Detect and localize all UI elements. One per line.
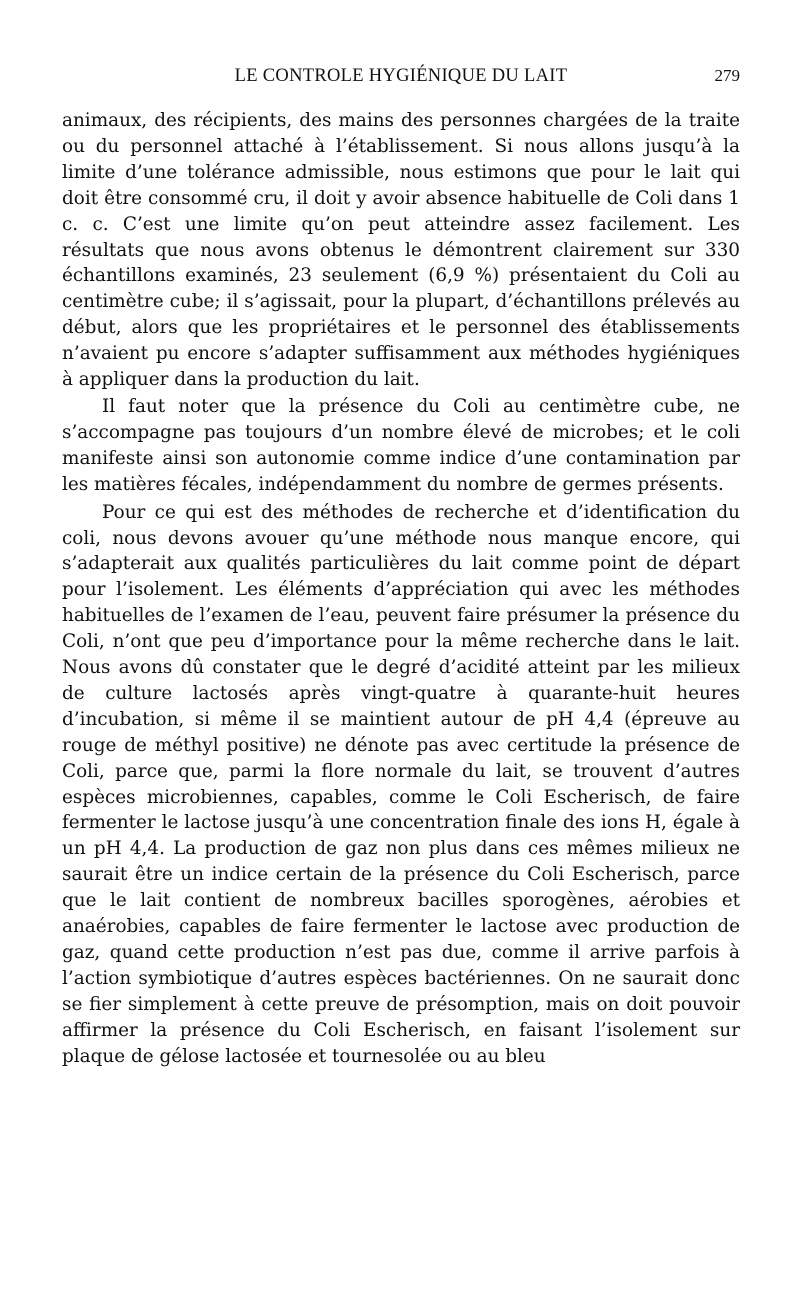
body-text: [62, 108, 740, 1070]
page-number: 279: [714, 66, 740, 85]
running-title: LE CONTROLE HYGIÉNIQUE DU LAIT: [234, 66, 568, 86]
paragraph-research-methods: Pour ce qui est des méthodes de recherche et d’identification du coli, nous devons avouer qu’une méthode nous manque encore, qui s’adapterait aux qualités particulières du lait comme point de départ pour l’isolement. Les éléments d’appréciation qui avec les méthodes habituelles de l’examen de l’eau, peuvent faire présumer la présence du Coli, n’ont que peu d’importance pour la même recherche dans le lait. Nous avons dû constater que le degré d’acidité atteint par les milieux de culture lactosés après vingt-quatre à quarante-huit heures d’incubation, si même il se maintient autour de pH 4,4 (épreuve au rouge de méthyl positive) ne dénote pas avec certitude la présence de Coli, parce que, parmi la flore normale du lait, se trouvent d’autres espèces microbiennes, capables, comme le Coli Escherisch, de faire fermenter le lactose jusqu’à une concentration finale des ions H, égale à un pH 4,4. La production de gaz non plus dans ces mêmes milieux ne saurait être un indice certain de la présence du Coli Escherisch, parce que le lait contient de nombreux bacilles sporogènes, aérobies et anaérobies, capables de faire fermenter le lactose avec production de gaz, quand cette production n’est pas due, comme il arrive parfois à l’action symbiotique d’autres espèces bactériennes. On ne saurait donc se fier simplement à cette preuve de présomption, mais on doit pouvoir affirmer la présence du Coli Escherisch, en faisant l’isolement sur plaque de gélose lactosée et tournesolée ou au bleu: [62, 501, 740, 1067]
paragraph-coli-autonomy: Il faut noter que la présence du Coli au centimètre cube, ne s’accompagne pas toujours d’un nombre élevé de microbes; et le coli manifeste ainsi son autonomie comme indice d’une contamination par les matières fécales, indépendamment du nombre de germes présents.: [62, 396, 740, 496]
paragraph-continued: animaux, des récipients, des mains des personnes chargées de la traite ou du personnel attaché à l’établissement. Si nous allons jusqu’à la limite d’une tolérance admissible, nous estimons que pour le lait qui doit être consommé cru, il doit y avoir absence habituelle de Coli dans 1 c. c. C’est une limite qu’on peut atteindre assez facilement. Les résultats que nous avons obtenus le démontrent clairement sur 330 échantillons examinés, 23 seulement (6,9 %) présentaient du Coli au centimètre cube; il s’agissait, pour la plupart, d’échantillons prélevés au début, alors que les propriétaires et le personnel des établissements n’avaient pu encore s’adapter suffisamment aux méthodes hygiéniques à appliquer dans la production du lait.: [62, 110, 740, 391]
running-head: [62, 62, 740, 90]
